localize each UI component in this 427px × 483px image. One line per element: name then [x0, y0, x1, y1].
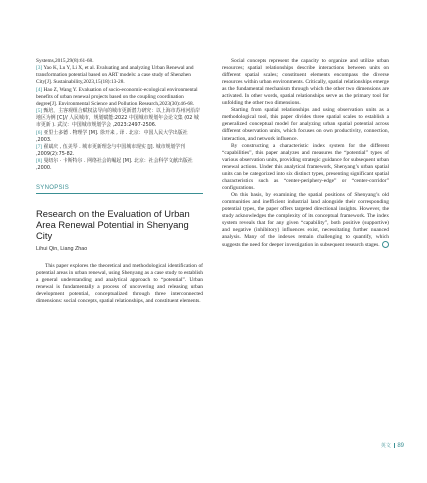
end-of-article-icon: [382, 241, 389, 248]
reference-text: Yao K, Lu Y, Li X, et al. Evaluating and analyzing Urban Renewal and transformation potential based on ART models: a case study of Shenzhen City[J]. Sustainability,2023,15(18):13-28.: [36, 65, 194, 86]
reference-number: [3]: [36, 65, 43, 72]
page-number: 89: [397, 443, 404, 449]
reference-number: [5]: [36, 108, 43, 115]
footer-section-label: 英文: [380, 443, 391, 449]
reference-text: 甄培，主客观组合赋权法导向的城市更新潜力研究：以上海市苏州河沿岸地区为例 [C]// 人民城市，规划赋能:2022 中国城市规划年会论文集 (02 城市更新 ). 武汉：中国城市规划学会 ,2023:2497-2506.: [36, 108, 201, 129]
reference-number: [7]: [36, 143, 43, 150]
reference-item: [36, 158, 203, 172]
reference-text: Hao Z, Wang Y. Evaluation of socio-economic-ecological environmental benefits of urban renewal projects based on the coupling coordination degree[J]. Environmental Science and Pollution Research,2023(30):46-68.: [36, 86, 198, 107]
page-footer: [381, 442, 404, 449]
reference-text: 翟斌庆 , 伍美琴 . 城市更新理念与中国城市现实 [J]. 城市规划学刊 ,2009(2):75-82.: [36, 143, 186, 158]
reference-text: 曼纽尔 · 卡斯特尔 . 网络社会的崛起 [M]. 北京：社会科学文献出版社 ,2000.: [36, 158, 193, 172]
body-paragraph: By constructing a characteristic index system for the different “capabilities”, this paper analyzes and measures the “potential” types of various observation units, providing strategic guidance for subsequent urban renewal actions. Under this analytical framework, Shenyang’s urban spatial units can be categorized into six distinct types, presenting significant spatial characteristics such as “center-periphery-edge” or “center-corridor” configurations.: [222, 142, 389, 191]
footer-divider: [394, 443, 395, 448]
reference-number: [6]: [36, 129, 43, 136]
reference-number: [8]: [36, 158, 43, 165]
body-paragraph-text: On this basis, by examining the spatial positions of Shenyang’s old communities and inefficient industrial land alongside their corresponding potential types, the paper offers targeted directional insights. However, the study acknowledges the complexity of its conceptual framework. The index system reveals that for any given “capability”, both positive (supportive) and negative (inhibitory) influences exist, necessitating further nuanced analysis. Many of the indexes remain challenging to quantify, which suggests the need for deeper investigation in subsequent research stages.: [222, 191, 389, 248]
reference-item: [36, 87, 203, 108]
body-paragraph: Starting from spatial relationships and using observation units as a methodological tool, this paper divides three spatial scales to establish a generalized conceptual model for analyzing urban spatial potential across different observation units, which focuses on own productivity, connection, interaction, and network influence.: [222, 107, 389, 142]
reference-text: 亚里士多德 . 物理学 [M]. 徐开来 , 译 . 北京：中国人民大学出版社 ,2003.: [36, 129, 188, 143]
reference-item: [36, 65, 203, 86]
reference-item: [36, 130, 203, 144]
synopsis-divider: [36, 193, 203, 194]
right-column: [222, 58, 389, 249]
reference-number: [4]: [36, 86, 43, 93]
article-authors: Lihui Qin, Liang Zhao: [36, 246, 88, 253]
reference-item: [36, 58, 203, 65]
reference-text: Systems,2015,29(8):61-68.: [36, 58, 94, 64]
abstract-paragraph: This paper explores the theoretical and methodological identification of potential areas in urban renewal, using Shenyang as a case study to establish a general understanding and analytical approach to “potential”. Urban renewal is fundamentally a process of uncovering and releasing urban development potential, conceptualized through three interconnected dimensions: social concepts, spatial relationships, and constituent elements.: [36, 263, 203, 305]
synopsis-label: SYNOPSIS: [36, 184, 70, 191]
article-title: Research on the Evaluation of Urban Area Renewal Potential in Shenyang City: [36, 207, 190, 241]
reference-list: [36, 58, 203, 173]
body-paragraph-last: [222, 192, 389, 249]
left-column: [36, 58, 203, 305]
reference-item: [36, 108, 203, 129]
body-paragraph: Social concepts represent the capacity to organize and utilize urban resources; spatial relationships describe interactions between units on different spatial scales; constituent elements encompass the diverse resources within urban environments. Critically, spatial relationships emerge as the fundamental mechanism through which the other two dimensions are activated. In other words, spatial relationships serve as the primary tool for unfolding the other two dimensions.: [222, 58, 389, 107]
reference-item: [36, 144, 203, 158]
